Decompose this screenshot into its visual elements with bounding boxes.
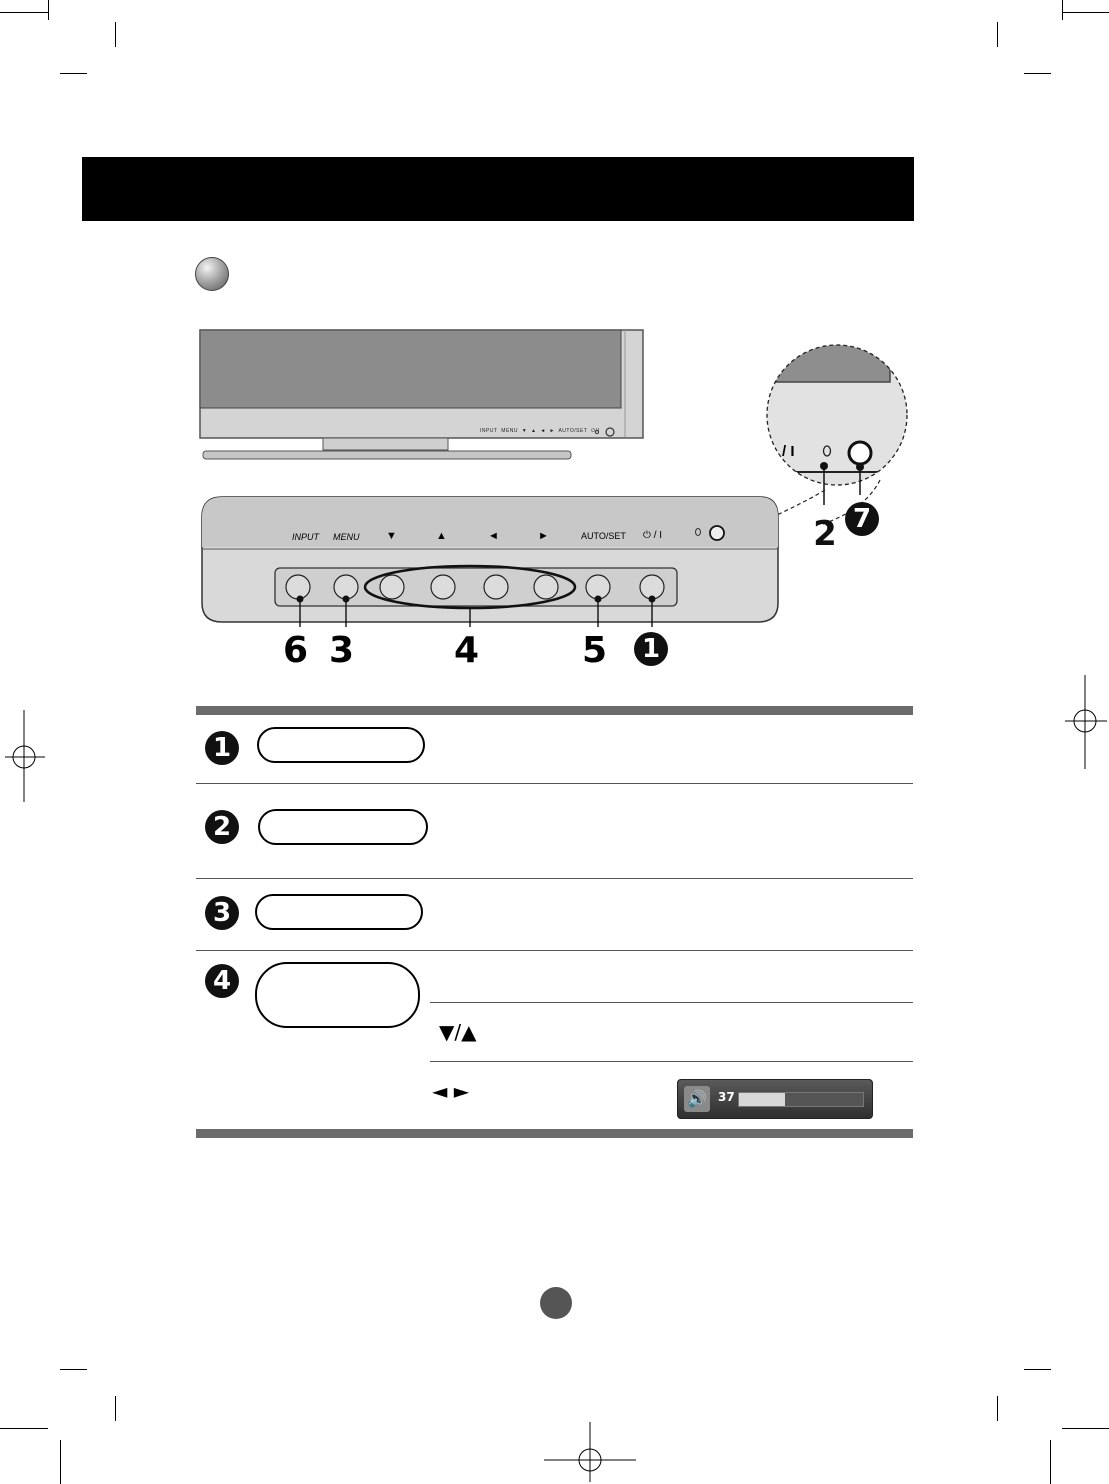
mini-label-power: ⏻/I: [591, 428, 600, 434]
left-right-arrows-icon: ◄ ►: [432, 1079, 470, 1103]
row-divider: [196, 878, 913, 879]
table-top-rule: [196, 706, 913, 715]
registration-mark-left: [0, 705, 50, 805]
row-1-number: 1: [205, 731, 239, 765]
mini-label-down: ▼: [521, 428, 528, 434]
panel-label-down: ▼: [386, 530, 397, 542]
volume-osd: [677, 1079, 873, 1119]
panel-label-up: ▲: [436, 530, 447, 542]
control-panel: [200, 495, 782, 627]
callout-6: 6: [283, 630, 309, 671]
section-header-bar: [82, 157, 914, 221]
callout-5: 5: [582, 630, 608, 671]
row-2-number: 2: [205, 810, 239, 844]
volume-level-fill: [739, 1093, 785, 1106]
panel-label-left: ◄: [488, 530, 499, 542]
callout-4: 4: [454, 630, 480, 671]
mini-label-input: INPUT: [480, 428, 498, 434]
page-number-dot: [540, 1287, 572, 1319]
callout-3: 3: [329, 630, 355, 671]
mini-label-left: ◄: [540, 428, 546, 434]
mini-label-right: ►: [549, 428, 555, 434]
volume-level-bar: [738, 1092, 864, 1107]
monitor-mini-button-labels: [480, 428, 599, 434]
row-4-number: 4: [205, 964, 239, 998]
mini-label-menu: MENU: [501, 428, 519, 434]
row-1-label-pill: [257, 727, 425, 763]
volume-value: 37: [718, 1090, 735, 1104]
up-down-arrows-icon: ▼/▲: [439, 1020, 477, 1044]
section-bullet-icon: [195, 257, 229, 291]
mini-label-autoset: AUTO/SET: [558, 428, 588, 434]
registration-mark-right: [1060, 672, 1109, 772]
inset-power-label: / I: [782, 443, 795, 460]
row-3-number: 3: [205, 896, 239, 930]
row-3-label-pill: [255, 894, 423, 930]
panel-label-input: INPUT: [292, 532, 319, 542]
row-2-label-pill: [258, 809, 428, 845]
monitor-illustration: [195, 325, 655, 465]
panel-label-menu: MENU: [333, 532, 360, 542]
table-bottom-rule: [196, 1129, 913, 1138]
row-divider: [196, 783, 913, 784]
row-4-label-pill: [255, 962, 420, 1028]
callout-2: 2: [813, 514, 837, 554]
registration-mark-bottom: [540, 1420, 640, 1484]
sub-row-divider: [430, 1061, 913, 1062]
sub-row-divider: [430, 1002, 913, 1003]
speaker-icon: 🔊: [684, 1086, 710, 1112]
row-divider: [196, 950, 913, 951]
mini-label-up: ▲: [531, 428, 537, 434]
panel-label-power: ⏻ / I: [643, 530, 663, 541]
power-zoom-inset: [760, 330, 915, 535]
panel-label-right: ►: [538, 530, 549, 542]
callout-7: 7: [845, 502, 879, 536]
callout-1: 1: [634, 632, 668, 666]
panel-label-autoset: AUTO/SET: [581, 531, 626, 541]
